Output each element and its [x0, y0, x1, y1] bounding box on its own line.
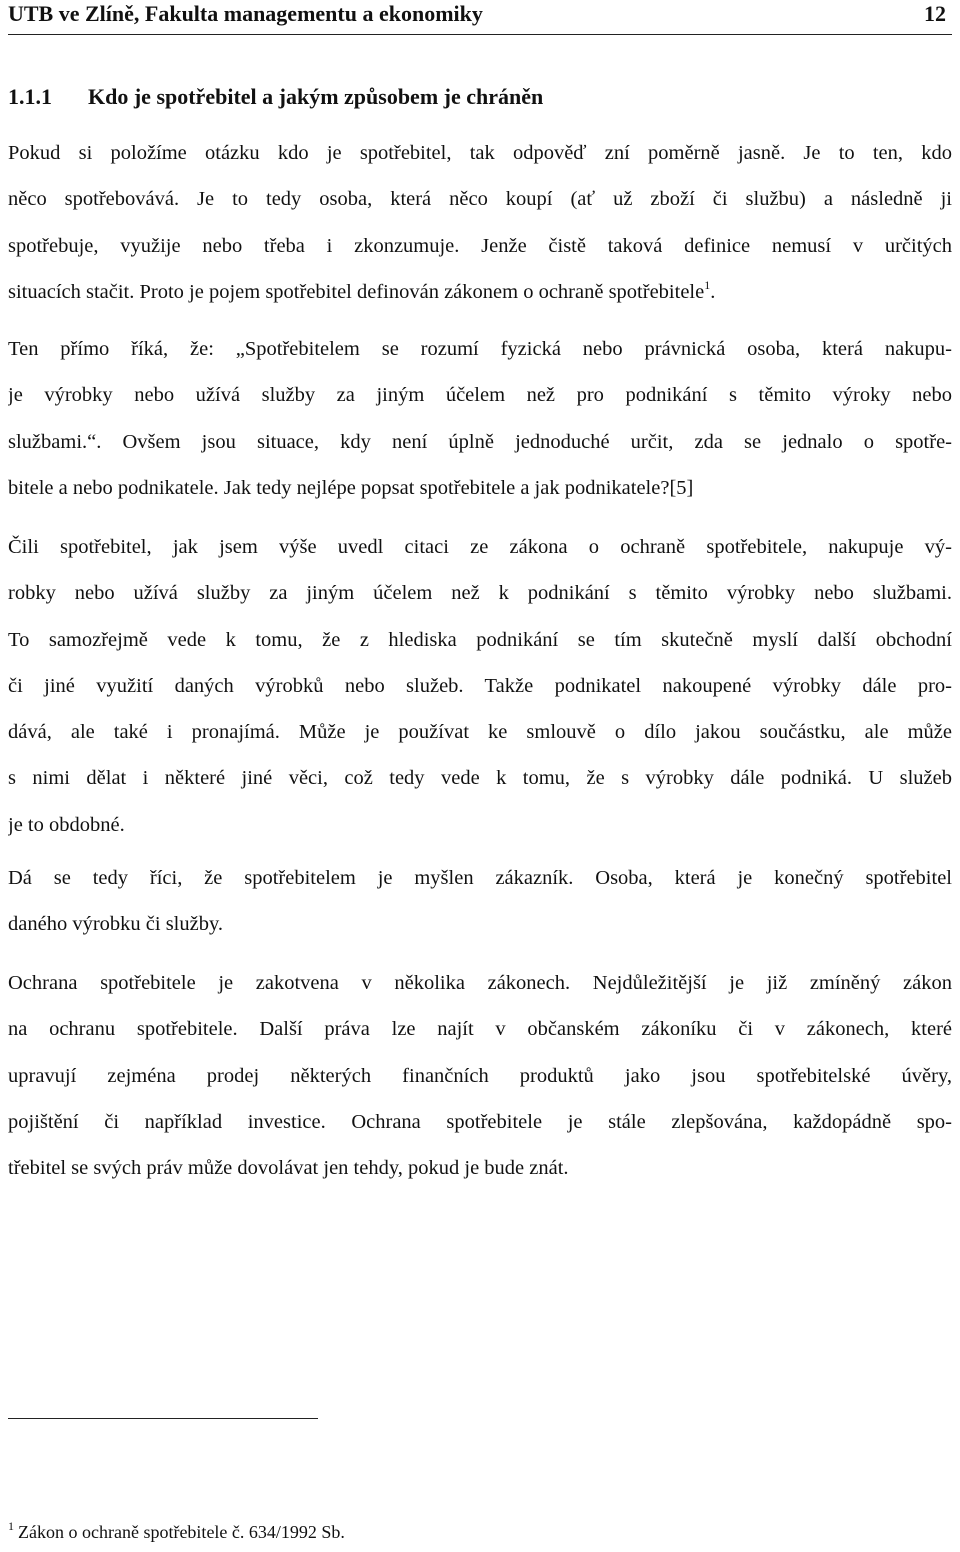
text-line: robky nebo užívá služby za jiným účelem než k podnikání s těmito výrobky nebo službami. — [8, 582, 952, 605]
text-line: Dá se tedy říci, že spotřebitelem je myšlen zákazník. Osoba, která je konečný spotřebitel — [8, 867, 952, 889]
text-line: je to obdobné. — [8, 813, 125, 836]
paragraph-4 — [8, 855, 952, 948]
text-line: s nimi dělat i některé jiné věci, což tedy vede k tomu, že s výrobky dále podniká. U služeb — [8, 767, 952, 790]
paragraph-5 — [8, 960, 952, 1191]
text-line-with-footnote — [8, 269, 952, 315]
text-line: Pokud si položíme otázku kdo je spotřebitel, tak odpověď zní poměrně jasně. Je to ten, kdo — [8, 142, 952, 164]
text-line: je výrobky nebo užívá služby za jiným účelem než pro podnikání s těmito výroky nebo — [8, 384, 952, 407]
section-heading — [8, 82, 952, 112]
section-number: 1.1.1 — [8, 84, 52, 109]
text-line: Čili spotřebitel, jak jsem výše uvedl citaci ze zákona o ochraně spotřebitele, nakupuje vý- — [8, 536, 952, 558]
text-line: či jiné využití daných výrobků nebo služeb. Takže podnikatel nakoupené výrobky dále pro- — [8, 674, 952, 697]
paragraph-3 — [8, 524, 952, 848]
footnote-reference: 1 — [704, 277, 711, 292]
footnote — [8, 1520, 345, 1544]
text-line: na ochranu spotřebitele. Další práva lze najít v občanském zákoníku či v zákonech, které — [8, 1018, 952, 1041]
footnote-separator — [8, 1418, 318, 1419]
paragraph-2 — [8, 326, 952, 511]
paragraph-1 — [8, 130, 952, 315]
text-line: daného výrobku či služby. — [8, 913, 224, 936]
text-line: dává, ale také i pronajímá. Může je používat ke smlouvě o dílo jakou součástku, ale může — [8, 721, 952, 744]
sentence-end: . — [710, 280, 716, 303]
text-line: Ochrana spotřebitele je zakotvena v několika zákonech. Nejdůležitější je již zmíněný zákon — [8, 972, 952, 994]
text-line: něco spotřebovává. Je to tedy osoba, která něco koupí (ať už zboží či službu) a následně ji — [8, 188, 952, 211]
text-line: třebitel se svých práv může dovolávat jen tehdy, pokud je bude znát. — [8, 1157, 569, 1180]
text-line: bitele a nebo podnikatele. Jak tedy nejlépe popsat spotřebitele a jak podnikatele?[5] — [8, 476, 694, 499]
text-line: situacích stačit. Proto je pojem spotřebitel definován zákonem o ochraně spotřebitele — [8, 280, 705, 303]
text-line: Ten přímo říká, že: „Spotřebitelem se rozumí fyzická nebo právnická osoba, která nakupu- — [8, 338, 952, 360]
page-number: 12 — [924, 1, 946, 26]
section-title: Kdo je spotřebitel a jakým způsobem je chráněn — [88, 84, 544, 109]
page-header — [8, 0, 952, 35]
text-line: službami.“. Ovšem jsou situace, kdy není úplně jednoduché určit, zda se jednalo o spotře- — [8, 430, 952, 453]
text-line: pojištění či například investice. Ochrana spotřebitele je stále zlepšována, každopádně spo- — [8, 1110, 952, 1133]
text-line: upravují zejména prodej některých finančních produktů jako jsou spotřebitelské úvěry, — [8, 1064, 952, 1087]
text-line: To samozřejmě vede k tomu, že z hlediska podnikání se tím skutečně myslí další obchodní — [8, 628, 952, 651]
header-title: UTB ve Zlíně, Fakulta managementu a ekonomiky — [8, 1, 483, 26]
text-line: spotřebuje, využije nebo třeba i zkonzumuje. Jenže čistě taková definice nemusí v určitých — [8, 234, 952, 257]
footnote-marker: 1 — [8, 1519, 14, 1533]
footnote-text: Zákon o ochraně spotřebitele č. 634/1992 Sb. — [18, 1522, 345, 1542]
